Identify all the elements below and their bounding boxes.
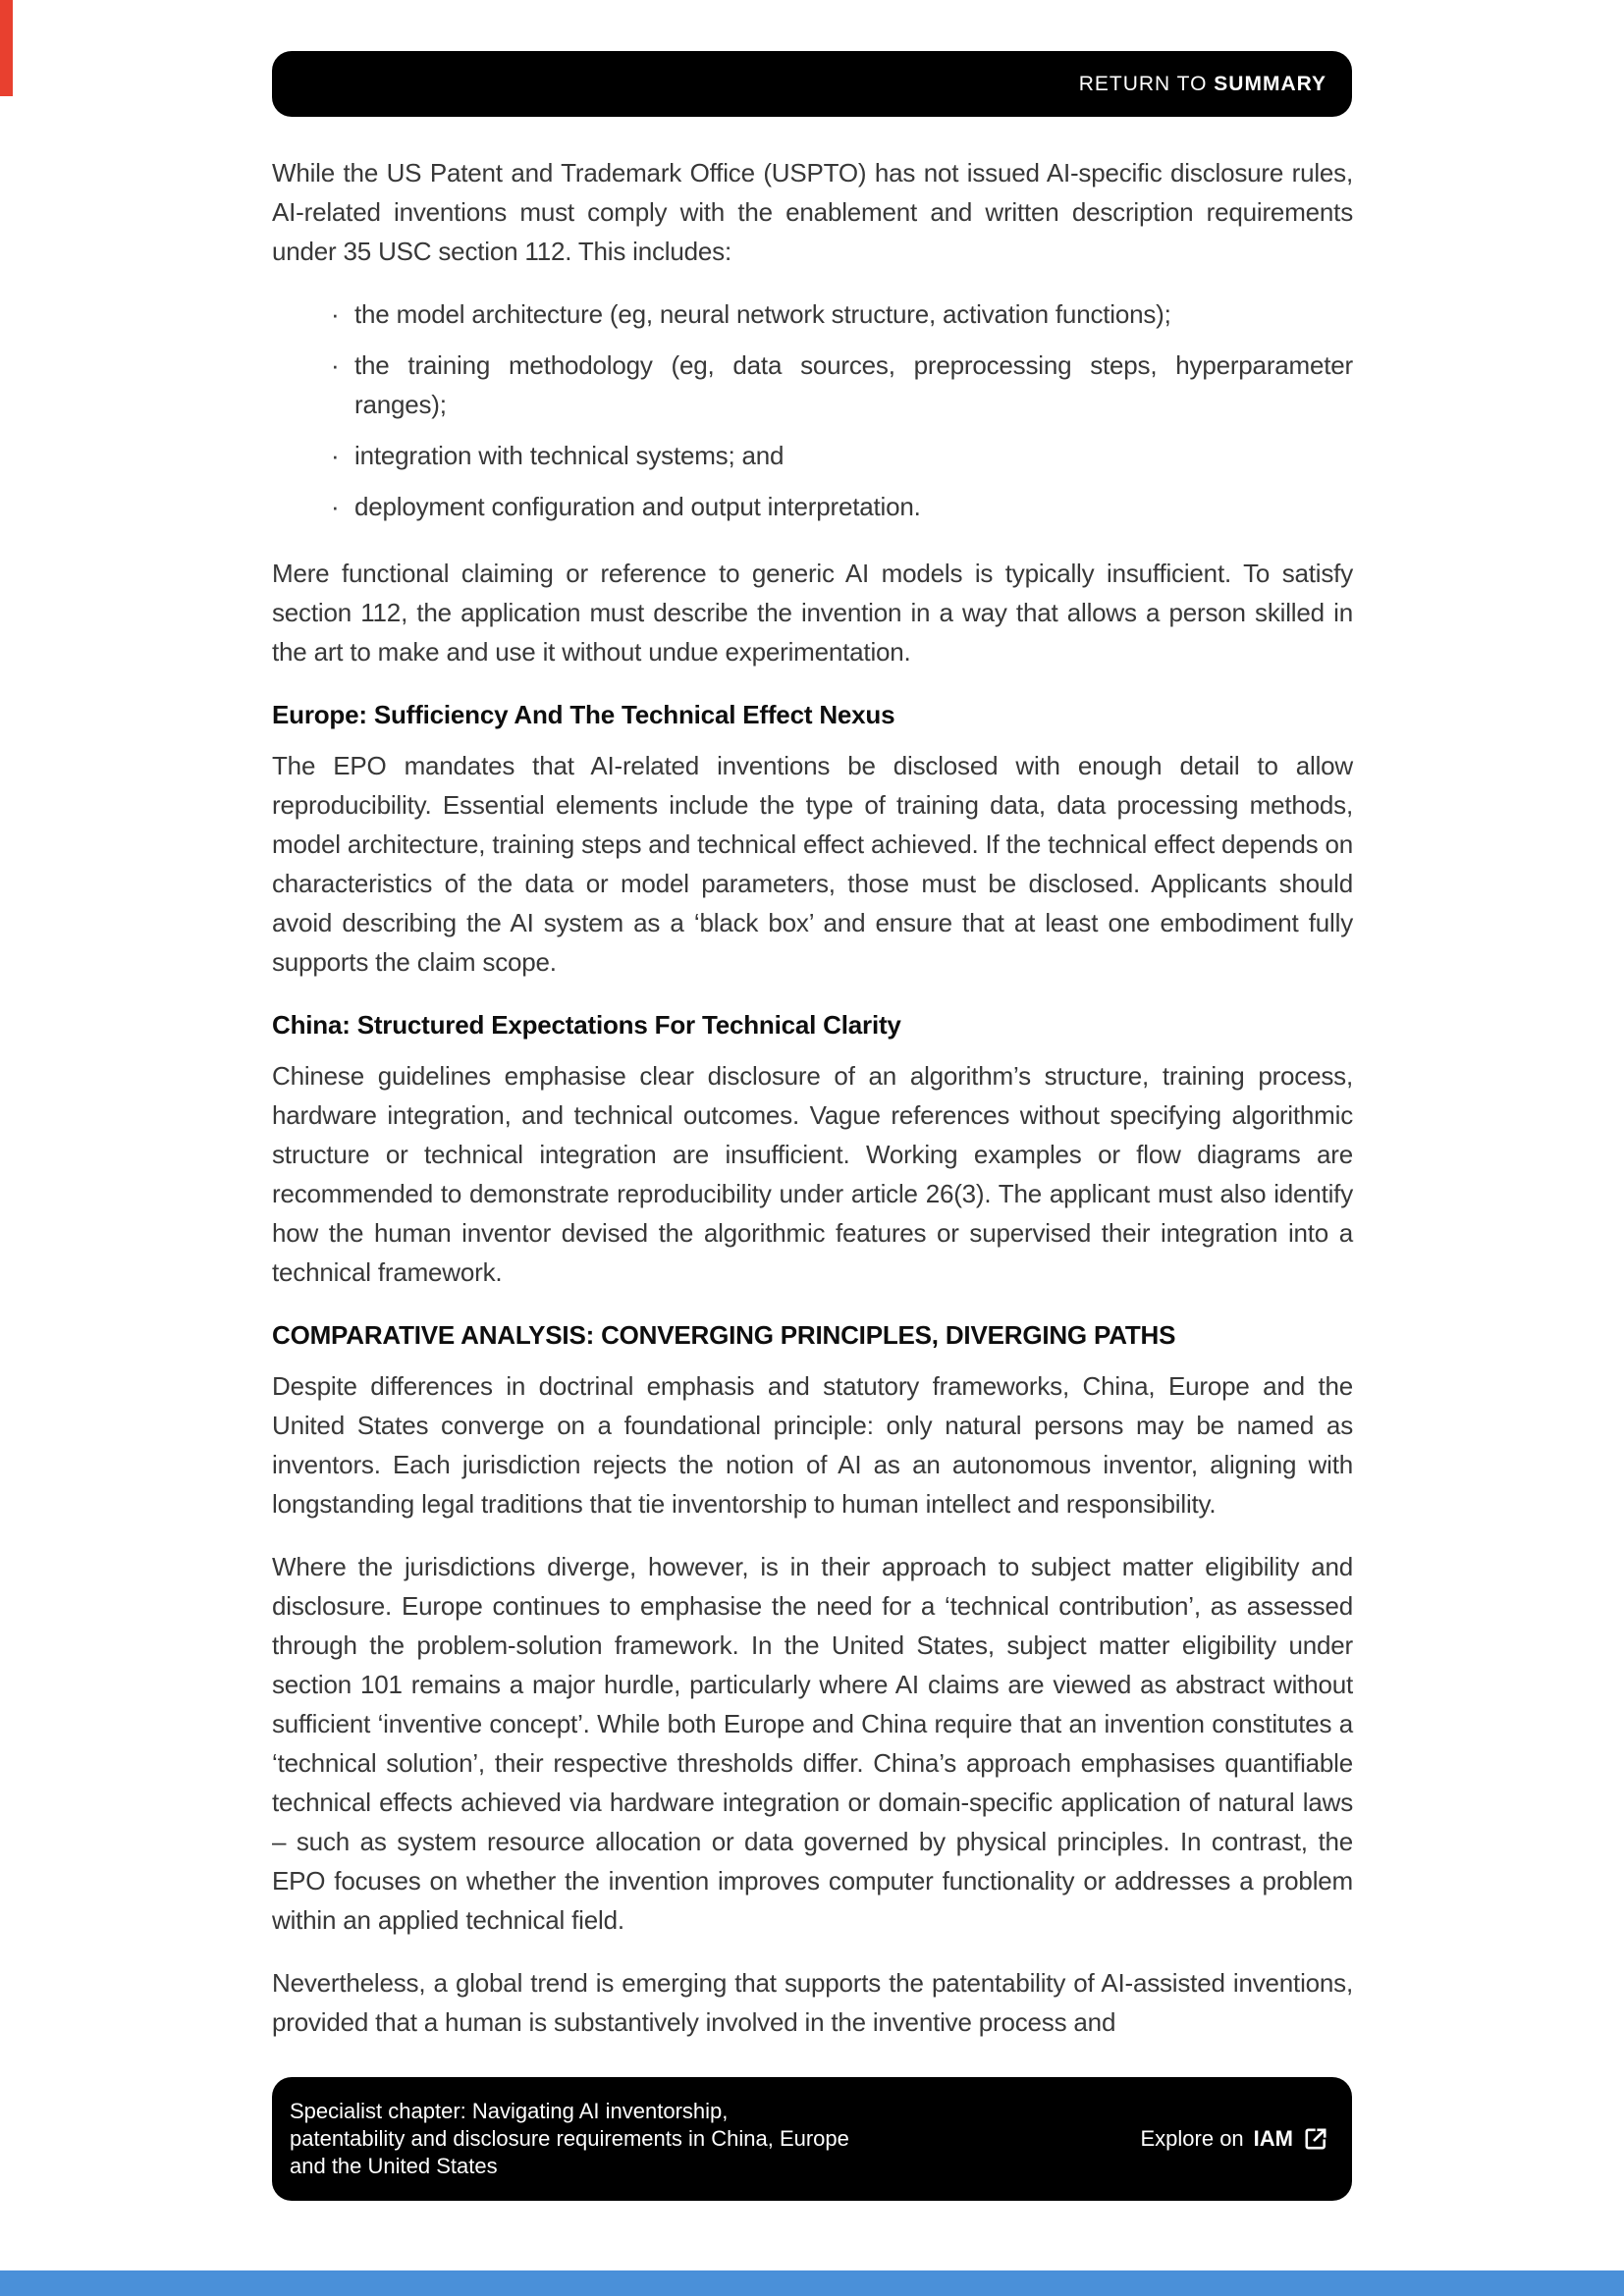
return-to-summary-link[interactable] [272,51,1352,117]
external-link-icon[interactable] [1303,2126,1328,2152]
list-item [272,294,1353,334]
chapter-title-line: and the United States [290,2154,498,2178]
bullet-dot-icon: · [331,299,340,329]
chapter-title [290,2098,849,2180]
intro-paragraph: While the US Patent and Trademark Office (USPTO) has not issued AI-specific disclosure rules, AI-related inventions must comply with the enablement and written description requirements under 35 USC section 112. This includes: [272,158,1353,266]
red-edge-mark [0,0,13,96]
nevertheless-paragraph: Nevertheless, a global trend is emerging that supports the patentability of AI-assisted inventions, provided that a human is substantively involved in the inventive process and [272,1968,1353,2037]
bullet-dot-icon: · [331,441,340,470]
bullet-text: the model architecture (eg, neural network structure, activation functions); [354,299,1171,329]
list-item [272,436,1353,475]
explore-on-text: Explore on [1140,2126,1244,2151]
despite-paragraph: Despite differences in doctrinal emphasis and statutory frameworks, China, Europe and the United States converge on a foundational principle: only natural persons may be named as inventors. Each jurisdiction rejects the notion of AI as an autonomous inventor, aligning with longstanding legal traditions that tie inventorship to human intellect and responsibility. [272,1371,1353,1519]
mere-functional-paragraph: Mere functional claiming or reference to generic AI models is typically insufficient. To satisfy section 112, the application must describe the invention in a way that allows a person skilled in the art to make and use it without undue experimentation. [272,559,1353,667]
footer-bar [272,2077,1352,2201]
china-paragraph: Chinese guidelines emphasise clear disclosure of an algorithm’s structure, training process, hardware integration, and technical outcomes. Vague references without specifying algorithmic structure or technical integration are insufficient. Working examples or flow diagrams are recommended to demonstrate reproducibility under article 26(3). The applicant must also identify how the human inventor devised the algorithmic features or supervised their integration into a technical framework. [272,1061,1353,1287]
heading-china: China: Structured Expectations For Technical Clarity [272,1010,901,1040]
bullet-dot-icon: · [331,350,340,380]
list-item [272,487,1353,526]
return-to-text: RETURN TO [1078,72,1215,95]
bullet-text: integration with technical systems; and [354,441,785,470]
summary-text: SUMMARY [1214,72,1326,95]
article-body [272,153,1353,2065]
bullet-text: deployment configuration and output interpretation. [354,492,921,521]
iam-brand-text: IAM [1253,2126,1293,2151]
heading-comparative-analysis: COMPARATIVE ANALYSIS: CONVERGING PRINCIPLES, DIVERGING PATHS [272,1320,1176,1350]
bottom-blue-strip [0,2270,1624,2296]
explore-on-iam-link[interactable] [1140,2126,1328,2152]
bullet-dot-icon: · [331,492,340,521]
chapter-title-line: Specialist chapter: Navigating AI inventorship, [290,2099,729,2123]
list-item [272,346,1353,424]
heading-europe: Europe: Sufficiency And The Technical Effect Nexus [272,700,895,729]
where-paragraph: Where the jurisdictions diverge, however, is in their approach to subject matter eligibility and disclosure. Europe continues to emphasise the need for a ‘technical contribution’, as assessed through the problem-solution framework. In the United States, subject matter eligibility under section 101 remains a major hurdle, particularly where AI claims are viewed as abstract without sufficient ‘inventive concept’. While both Europe and China require that an invention constitutes a ‘technical solution’, their respective thresholds differ. China’s approach emphasises quantifiable technical effects achieved via hardware integration or domain-specific application of natural laws – such as system resource allocation or data governed by physical principles. In contrast, the EPO focuses on whether the invention improves computer functionality or addresses a problem within an applied technical field. [272,1552,1353,1935]
europe-paragraph: The EPO mandates that AI-related inventions be disclosed with enough detail to allow reproducibility. Essential elements include the type of training data, data processing methods, model architecture, training steps and technical effect achieved. If the technical effect depends on characteristics of the data or model parameters, those must be disclosed. Applicants should avoid describing the AI system as a ‘black box’ and ensure that at least one embodiment fully supports the claim scope. [272,751,1353,977]
disclosure-bullet-list [272,294,1353,526]
chapter-title-line: patentability and disclosure requirements in China, Europe [290,2126,849,2151]
return-to-summary-label [1079,73,1326,96]
bullet-text: the training methodology (eg, data sources, preprocessing steps, hyperparameter ranges); [354,350,1353,419]
